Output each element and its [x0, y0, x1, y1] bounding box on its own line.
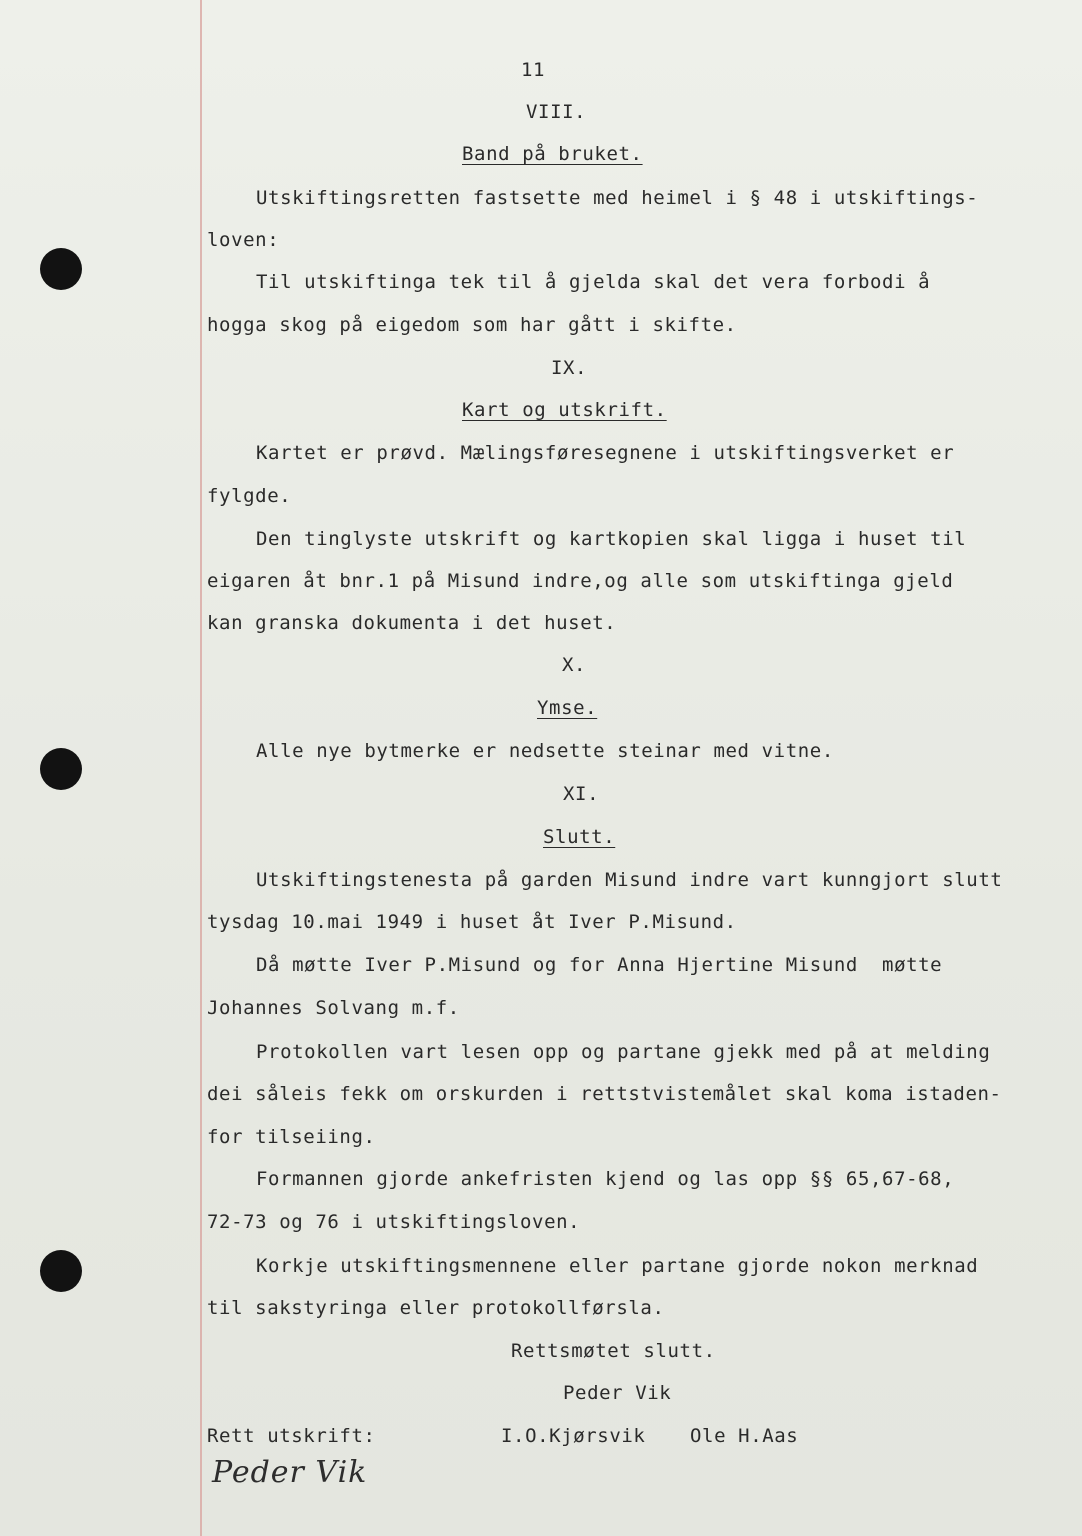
text-line: Utskiftingsretten fastsette med heimel i § 48 i utskiftings- — [256, 187, 979, 209]
section-number: XI. — [563, 783, 600, 805]
handwritten-signature: Peder Vik — [212, 1455, 368, 1490]
section-title: Slutt. — [543, 826, 616, 848]
text-line: tysdag 10.mai 1949 i huset åt Iver P.Misund. — [207, 911, 737, 933]
footer-label: Rett utskrift: — [207, 1425, 376, 1447]
text-line: fylgde. — [207, 485, 292, 507]
closing-line: Rettsmøtet slutt. — [511, 1340, 716, 1362]
text-line: Kartet er prøvd. Mælingsføresegnene i utskiftingsverket er — [256, 442, 955, 464]
section-number: VIII. — [526, 101, 587, 123]
text-line: Johannes Solvang m.f. — [207, 997, 460, 1019]
chair-name: Peder Vik — [563, 1382, 672, 1404]
text-line: Alle nye bytmerke er nedsette steinar med vitne. — [256, 740, 834, 762]
margin-line — [200, 0, 202, 1536]
text-line: Den tinglyste utskrift og kartkopien skal ligga i huset til — [256, 528, 967, 550]
text-line: for tilseiing. — [207, 1126, 376, 1148]
text-line: Formannen gjorde ankefristen kjend og las opp §§ 65,67-68, — [256, 1168, 955, 1190]
text-line: dei såleis fekk om orskurden i rettstvistemålet skal koma istaden- — [207, 1083, 1002, 1105]
text-line: Til utskiftinga tek til å gjelda skal det vera forbodi å — [256, 271, 931, 293]
section-number: X. — [562, 654, 587, 676]
footer-signatory: Ole H.Aas — [690, 1425, 799, 1447]
footer-signatory: I.O.Kjørsvik — [501, 1425, 646, 1447]
text-line: hogga skog på eigedom som har gått i skifte. — [207, 314, 737, 336]
text-line: Korkje utskiftingsmennene eller partane gjorde nokon merknad — [256, 1255, 979, 1277]
text-line: Då møtte Iver P.Misund og for Anna Hjertine Misund møtte — [256, 954, 943, 976]
punch-hole — [40, 748, 82, 790]
punch-hole — [40, 248, 82, 290]
text-line: loven: — [207, 229, 280, 251]
section-title: Kart og utskrift. — [462, 399, 667, 421]
text-line: til sakstyringa eller protokollførsla. — [207, 1297, 665, 1319]
page-number: 11 — [521, 59, 546, 81]
text-line: eigaren åt bnr.1 på Misund indre,og alle som utskiftinga gjeld — [207, 570, 954, 592]
section-number: IX. — [551, 357, 588, 379]
section-title: Ymse. — [537, 697, 598, 719]
section-title: Band på bruket. — [462, 143, 643, 165]
text-line: Protokollen vart lesen opp og partane gjekk med på at melding — [256, 1041, 991, 1063]
punch-hole — [40, 1250, 82, 1292]
text-line: kan granska dokumenta i det huset. — [207, 612, 617, 634]
text-line: Utskiftingstenesta på garden Misund indre vart kunngjort slutt — [256, 869, 1003, 891]
text-line: 72-73 og 76 i utskiftingsloven. — [207, 1211, 581, 1233]
